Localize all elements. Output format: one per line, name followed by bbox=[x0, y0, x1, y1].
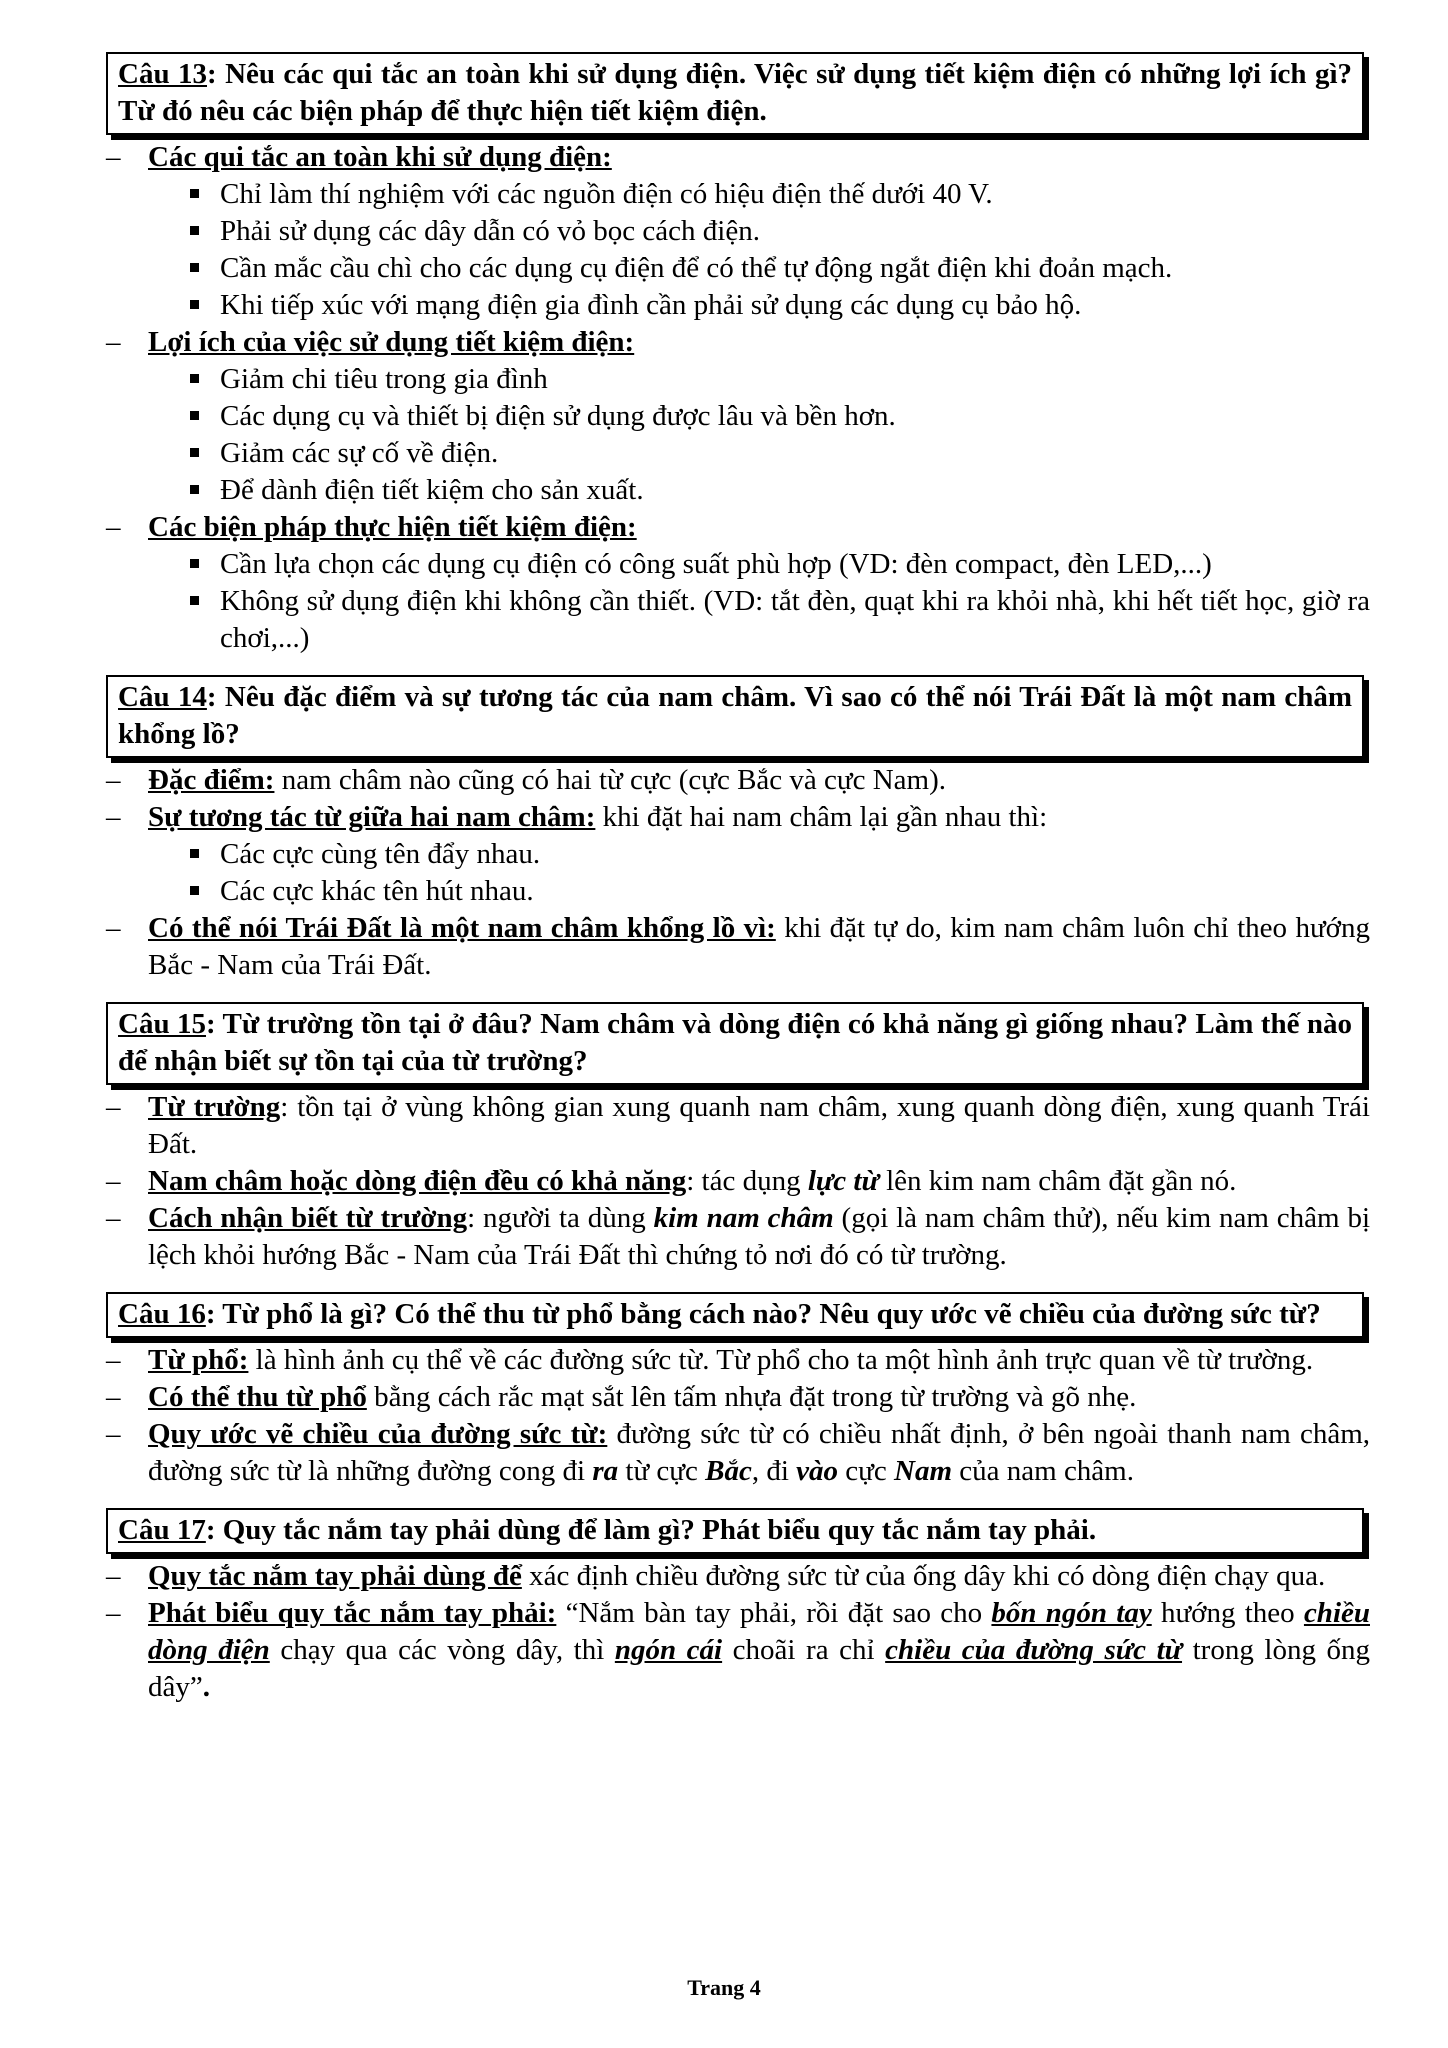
emphasis-in: vào bbox=[796, 1455, 839, 1487]
answer-14-heading-features: Đặc điểm: bbox=[148, 764, 275, 796]
page-content bbox=[106, 52, 1370, 1706]
answer-13-heading-benefits: Lợi ích của việc sử dụng tiết kiệm điện: bbox=[148, 326, 635, 358]
list-item: Các cực cùng tên đẩy nhau. bbox=[188, 836, 1370, 873]
answer-14-text-features: nam châm nào cũng có hai từ cực (cực Bắc và cực Nam). bbox=[274, 764, 947, 796]
question-14-text: : Nêu đặc điểm và sự tương tác của nam châm. Vì sao có thể nói Trái Đất là một nam châm khổng lồ? bbox=[118, 681, 1352, 750]
answer-16-heading-convention: Quy ước vẽ chiều của đường sức từ: bbox=[148, 1418, 608, 1450]
list-item: Khi tiếp xúc với mạng điện gia đình cần phải sử dụng các dụng cụ bảo hộ. bbox=[188, 287, 1370, 324]
question-16-box bbox=[106, 1292, 1364, 1338]
answer-17-text-i: trong lòng ống dây” bbox=[148, 1634, 1371, 1703]
list-item: Các cực khác tên hút nhau. bbox=[188, 873, 1370, 910]
answer-14-heading-interaction: Sự tương tác từ giữa hai nam châm: bbox=[148, 801, 596, 833]
list-item: Để dành điện tiết kiệm cho sản xuất. bbox=[188, 472, 1370, 509]
answer-15-text-ability-c: lên kim nam châm đặt gần nó. bbox=[878, 1165, 1237, 1197]
answer-14-item-earth bbox=[106, 910, 1370, 984]
emphasis-current-direction: chiều dòng điện bbox=[148, 1597, 1370, 1666]
answer-15-text-detect-c: (gọi là nam châm thử), nếu kim nam châm bị lệch khỏi hướng Bắc - Nam của Trái Đất thì chứng tỏ nơi đó có từ trường. bbox=[148, 1202, 1370, 1271]
emphasis-compass: kim nam châm bbox=[653, 1202, 834, 1234]
list-item: Không sử dụng điện khi không cần thiết. (VD: tắt đèn, quạt khi ra khỏi nhà, khi hết tiết học, giờ ra chơi,...) bbox=[188, 583, 1370, 657]
answer-16-text-g: cực bbox=[838, 1455, 895, 1487]
answer-15-text-detect-a: : người ta dùng bbox=[467, 1202, 654, 1234]
question-13-text: : Nêu các qui tắc an toàn khi sử dụng điện. Việc sử dụng tiết kiệm điện có những lợi ích gì? Từ đó nêu các biện pháp để thực hiện tiết kiệm điện. bbox=[118, 58, 1352, 127]
answer-13-item-measures bbox=[106, 509, 1370, 657]
page-footer: Trang 4 bbox=[687, 1975, 761, 2000]
list-item: Giảm chi tiêu trong gia đình bbox=[188, 361, 1370, 398]
answer-17-text-e: chạy qua các vòng dây, thì bbox=[269, 1634, 615, 1666]
benefits-list bbox=[148, 361, 1370, 509]
question-13-number: Câu 13 bbox=[118, 58, 207, 90]
emphasis-four-fingers: bốn ngón tay bbox=[991, 1597, 1152, 1629]
answer-15-heading-field: Từ trường bbox=[148, 1091, 281, 1123]
emphasis-field-line-direction: chiều của đường sức từ bbox=[885, 1634, 1183, 1666]
answer-14-text-interaction: khi đặt hai nam châm lại gần nhau thì: bbox=[595, 801, 1048, 833]
measures-list bbox=[148, 546, 1370, 657]
emphasis-magnetic-force: lực từ bbox=[807, 1165, 879, 1197]
list-item: Cần lựa chọn các dụng cụ điện có công suất phù hợp (VD: đèn compact, đèn LED,...) bbox=[188, 546, 1370, 583]
answer-16-list bbox=[106, 1342, 1370, 1490]
answer-17-item-purpose bbox=[106, 1558, 1370, 1595]
question-15-text: : Từ trường tồn tại ở đâu? Nam châm và dòng điện có khả năng gì giống nhau? Làm thế nào để nhận biết sự tồn tại của từ trường? bbox=[118, 1008, 1352, 1077]
list-item: Chỉ làm thí nghiệm với các nguồn điện có hiệu điện thế dưới 40 V. bbox=[188, 176, 1370, 213]
answer-17-text-purpose: xác định chiều đường sức từ của ống dây khi có dòng điện chạy qua. bbox=[521, 1560, 1326, 1592]
answer-15-text-ability-a: : tác dụng bbox=[686, 1165, 808, 1197]
question-13-box bbox=[106, 52, 1364, 135]
answer-15-item-ability bbox=[106, 1163, 1370, 1200]
answer-17-heading-purpose: Quy tắc nắm tay phải dùng để bbox=[148, 1560, 522, 1592]
answer-16-text-a: đường sức từ có chiều nhất định, ở bên ngoài thanh nam châm, đường sức từ là những đường cong đi bbox=[148, 1418, 1370, 1487]
answer-15-text-field: : tồn tại ở vùng không gian xung quanh nam châm, xung quanh dòng điện, xung quanh Trái Đất. bbox=[148, 1091, 1370, 1160]
answer-14-list bbox=[106, 762, 1370, 984]
emphasis-south: Nam bbox=[894, 1455, 953, 1487]
answer-15-list bbox=[106, 1089, 1370, 1274]
answer-16-text-i: của nam châm. bbox=[952, 1455, 1134, 1487]
list-item: Phải sử dụng các dây dẫn có vỏ bọc cách điện. bbox=[188, 213, 1370, 250]
answer-17-list bbox=[106, 1558, 1370, 1706]
answer-14-text-earth: khi đặt tự do, kim nam châm luôn chỉ theo hướng Bắc - Nam của Trái Đất. bbox=[148, 912, 1370, 981]
list-item: Các dụng cụ và thiết bị điện sử dụng được lâu và bền hơn. bbox=[188, 398, 1370, 435]
answer-16-heading-spectrum: Từ phổ: bbox=[148, 1344, 249, 1376]
question-15-box bbox=[106, 1002, 1364, 1085]
emphasis-north: Bắc bbox=[705, 1455, 752, 1487]
answer-15-heading-detect: Cách nhận biết từ trường bbox=[148, 1202, 468, 1234]
question-14-box bbox=[106, 675, 1364, 758]
question-17-number: Câu 17 bbox=[118, 1514, 206, 1546]
question-17-box bbox=[106, 1508, 1364, 1554]
answer-13-heading-safety: Các qui tắc an toàn khi sử dụng điện: bbox=[148, 141, 612, 173]
interaction-list bbox=[148, 836, 1370, 910]
answer-13-item-benefits bbox=[106, 324, 1370, 509]
answer-16-text-e: , đi bbox=[751, 1455, 797, 1487]
question-16-number: Câu 16 bbox=[118, 1298, 206, 1330]
answer-13-heading-measures: Các biện pháp thực hiện tiết kiệm điện: bbox=[148, 511, 637, 543]
answer-17-text-a: “Nắm bàn tay phải, rồi đặt sao cho bbox=[556, 1597, 992, 1629]
list-item: Giảm các sự cố về điện. bbox=[188, 435, 1370, 472]
answer-13-list bbox=[106, 139, 1370, 657]
answer-16-heading-obtain: Có thể thu từ phổ bbox=[148, 1381, 367, 1413]
answer-15-item-detect bbox=[106, 1200, 1370, 1274]
answer-16-text-c: từ cực bbox=[618, 1455, 706, 1487]
answer-14-item-interaction bbox=[106, 799, 1370, 910]
question-14-number: Câu 14 bbox=[118, 681, 207, 713]
answer-17-heading-statement: Phát biểu quy tắc nắm tay phải: bbox=[148, 1597, 557, 1629]
answer-16-item-convention bbox=[106, 1416, 1370, 1490]
emphasis-out: ra bbox=[592, 1455, 619, 1487]
answer-15-heading-ability: Nam châm hoặc dòng điện đều có khả năng bbox=[148, 1165, 687, 1197]
answer-15-item-field bbox=[106, 1089, 1370, 1163]
answer-16-item-spectrum bbox=[106, 1342, 1370, 1379]
answer-14-heading-earth: Có thể nói Trái Đất là một nam châm khổng lồ vì: bbox=[148, 912, 776, 944]
safety-rules-list bbox=[148, 176, 1370, 324]
answer-14-item-features bbox=[106, 762, 1370, 799]
answer-17-item-statement bbox=[106, 1595, 1370, 1706]
list-item: Cần mắc cầu chì cho các dụng cụ điện để có thể tự động ngắt điện khi đoản mạch. bbox=[188, 250, 1370, 287]
answer-13-item-safety bbox=[106, 139, 1370, 324]
answer-16-item-obtain bbox=[106, 1379, 1370, 1416]
question-15-number: Câu 15 bbox=[118, 1008, 206, 1040]
emphasis-thumb: ngón cái bbox=[614, 1634, 723, 1666]
question-16-text: : Từ phổ là gì? Có thể thu từ phổ bằng cách nào? Nêu quy ước vẽ chiều của đường sức từ? bbox=[205, 1298, 1321, 1330]
answer-16-text-spectrum: là hình ảnh cụ thể về các đường sức từ. Từ phổ cho ta một hình ảnh trực quan về từ trường. bbox=[248, 1344, 1314, 1376]
answer-17-text-g: choãi ra chỉ bbox=[722, 1634, 886, 1666]
question-17-text: : Quy tắc nắm tay phải dùng để làm gì? Phát biểu quy tắc nắm tay phải. bbox=[205, 1514, 1097, 1546]
answer-17-text-c: hướng theo bbox=[1151, 1597, 1304, 1629]
answer-17-text-j: . bbox=[202, 1671, 210, 1703]
answer-16-text-obtain: bằng cách rắc mạt sắt lên tấm nhựa đặt trong từ trường và gõ nhẹ. bbox=[366, 1381, 1137, 1413]
